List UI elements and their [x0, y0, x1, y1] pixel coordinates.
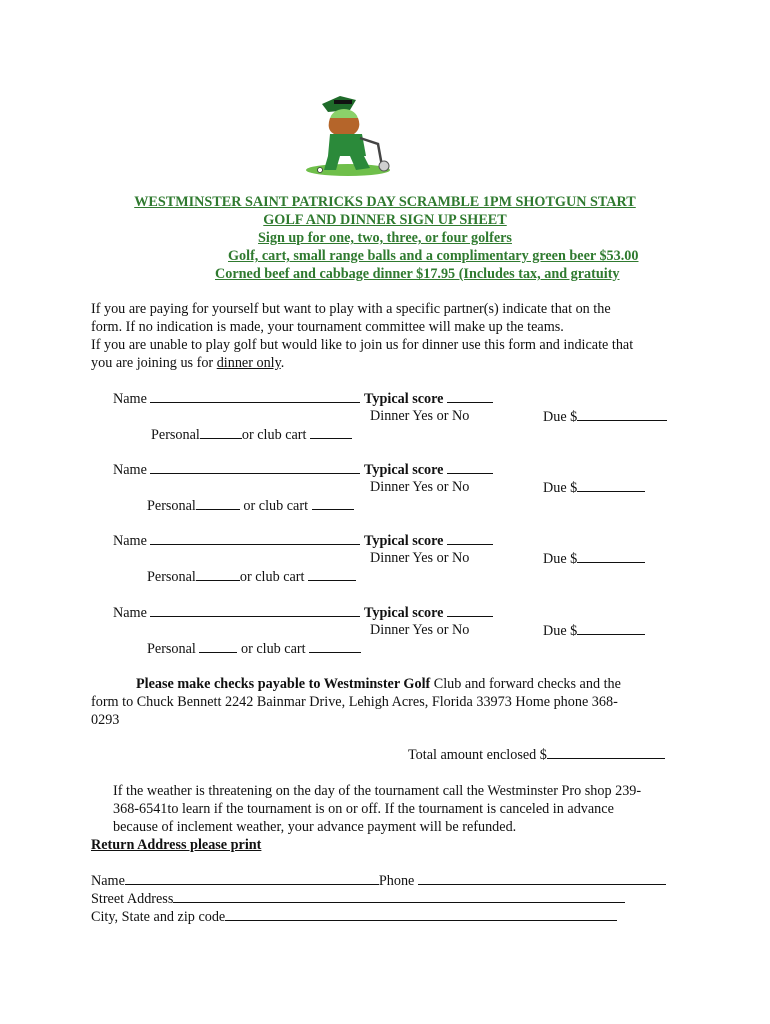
typical-score-blank[interactable] — [447, 461, 493, 474]
due-blank[interactable] — [577, 479, 645, 492]
club-cart-label: or club cart — [241, 427, 307, 443]
return-phone-blank[interactable] — [418, 872, 666, 885]
return-name-blank[interactable] — [125, 872, 379, 885]
return-street-blank[interactable] — [173, 890, 625, 903]
due-blank[interactable] — [577, 622, 645, 635]
title-line-2: GOLF AND DINNER SIGN UP SHEET — [263, 212, 507, 228]
golfer-4-cart-field[interactable] — [147, 640, 361, 658]
club-cart-blank[interactable] — [312, 497, 354, 510]
due-blank[interactable] — [577, 550, 645, 563]
weather-line-2: 368-6541to learn if the tournament is on or off. If the tournament is canceled in advance — [113, 801, 614, 817]
club-cart-blank[interactable] — [308, 568, 356, 581]
typical-score-blank[interactable] — [447, 390, 493, 403]
golfer-3-due-field[interactable] — [543, 550, 645, 568]
personal-cart-blank[interactable] — [196, 497, 240, 510]
typical-score-label: Typical score — [363, 533, 444, 549]
golfer-2-cart-field[interactable] — [147, 497, 354, 515]
payment-line-1 — [136, 676, 621, 693]
return-phone-label: Phone — [378, 873, 418, 889]
weather-line-3: because of inclement weather, your advance payment will be refunded. — [113, 819, 517, 835]
golfer-name-blank[interactable] — [150, 532, 360, 545]
intro-line-4 — [91, 355, 284, 372]
total-amount-label: Total amount enclosed $ — [408, 747, 547, 763]
typical-score-blank[interactable] — [447, 532, 493, 545]
payment-line-3: 0293 — [91, 712, 120, 728]
golfer-1-name-field[interactable] — [113, 390, 493, 408]
golfer-3-dinner-option: Dinner Yes or No — [370, 550, 470, 566]
golfer-name-blank[interactable] — [150, 604, 360, 617]
typical-score-blank[interactable] — [447, 604, 493, 617]
due-label: Due $ — [543, 551, 578, 567]
return-address-heading: Return Address please print — [91, 837, 262, 853]
total-amount-blank[interactable] — [547, 746, 665, 759]
due-label: Due $ — [543, 623, 578, 639]
golfer-3-cart-field[interactable] — [147, 568, 356, 586]
golfer-name-label: Name — [113, 391, 147, 407]
due-label: Due $ — [543, 480, 578, 496]
return-city-row[interactable] — [91, 908, 617, 926]
return-name-label: Name — [91, 873, 125, 889]
golfer-4-due-field[interactable] — [543, 622, 645, 640]
leprechaun-golfer-logo — [300, 90, 396, 178]
golfer-name-blank[interactable] — [150, 461, 360, 474]
golfer-3-name-field[interactable] — [113, 532, 493, 550]
club-cart-blank[interactable] — [309, 640, 361, 653]
return-name-phone-row[interactable] — [91, 872, 666, 890]
dinner-only-emphasis: dinner only — [216, 355, 281, 371]
return-street-row[interactable] — [91, 890, 625, 908]
return-city-label: City, State and zip code — [91, 909, 226, 925]
total-amount-field[interactable] — [408, 746, 665, 764]
personal-cart-blank[interactable] — [199, 640, 237, 653]
subtitle-golfers: Sign up for one, two, three, or four golfers — [258, 230, 512, 246]
golfer-name-label: Name — [113, 462, 147, 478]
golfer-name-label: Name — [113, 605, 147, 621]
golfer-2-name-field[interactable] — [113, 461, 493, 479]
golfer-1-dinner-option: Dinner Yes or No — [370, 408, 470, 424]
personal-cart-label: Personal — [147, 569, 196, 585]
golfer-name-blank[interactable] — [150, 390, 360, 403]
club-cart-blank[interactable] — [310, 426, 352, 439]
payment-line-1-rest: Club and forward checks and the — [430, 676, 621, 692]
typical-score-label: Typical score — [363, 605, 444, 621]
weather-line-1: If the weather is threatening on the day of the tournament call the Westminster Pro shop 239- — [113, 783, 642, 799]
title-line-1: WESTMINSTER SAINT PATRICKS DAY SCRAMBLE 1PM SHOTGUN START — [134, 194, 636, 210]
golfer-name-label: Name — [113, 533, 147, 549]
intro-line-1: If you are paying for yourself but want to play with a specific partner(s) indicate that on the — [91, 301, 611, 317]
club-cart-label: or club cart — [239, 498, 309, 514]
return-city-blank[interactable] — [225, 908, 617, 921]
golfer-1-due-field[interactable] — [543, 408, 667, 426]
due-label: Due $ — [543, 409, 578, 425]
club-cart-label: or club cart — [237, 641, 306, 657]
intro-line-4-end: . — [280, 355, 285, 371]
payment-line-2: form to Chuck Bennett 2242 Bainmar Drive, Lehigh Acres, Florida 33973 Home phone 368- — [91, 694, 618, 710]
typical-score-label: Typical score — [363, 391, 444, 407]
payable-to-emphasis: Please make checks payable to Westminster Golf — [136, 676, 431, 692]
typical-score-label: Typical score — [363, 462, 444, 478]
subtitle-golf-price: Golf, cart, small range balls and a complimentary green beer $53.00 — [228, 248, 639, 264]
personal-cart-label: Personal — [147, 498, 196, 514]
intro-line-2: form. If no indication is made, your tournament committee will make up the teams. — [91, 319, 564, 335]
subtitle-dinner-price: Corned beef and cabbage dinner $17.95 (Includes tax, and gratuity — [215, 266, 620, 282]
golfer-4-dinner-option: Dinner Yes or No — [370, 622, 470, 638]
return-street-label: Street Address — [91, 891, 174, 907]
intro-line-4-text: you are joining us for — [91, 355, 217, 371]
intro-line-3: If you are unable to play golf but would like to join us for dinner use this form and indicate that — [91, 337, 634, 353]
personal-cart-blank[interactable] — [200, 426, 242, 439]
golfer-1-cart-field[interactable] — [151, 426, 352, 444]
golfer-4-name-field[interactable] — [113, 604, 493, 622]
golfer-2-due-field[interactable] — [543, 479, 645, 497]
personal-cart-label: Personal — [151, 427, 200, 443]
personal-cart-label: Personal — [147, 641, 200, 657]
club-cart-label: or club cart — [239, 569, 305, 585]
personal-cart-blank[interactable] — [196, 568, 240, 581]
golfer-2-dinner-option: Dinner Yes or No — [370, 479, 470, 495]
due-blank[interactable] — [577, 408, 667, 421]
